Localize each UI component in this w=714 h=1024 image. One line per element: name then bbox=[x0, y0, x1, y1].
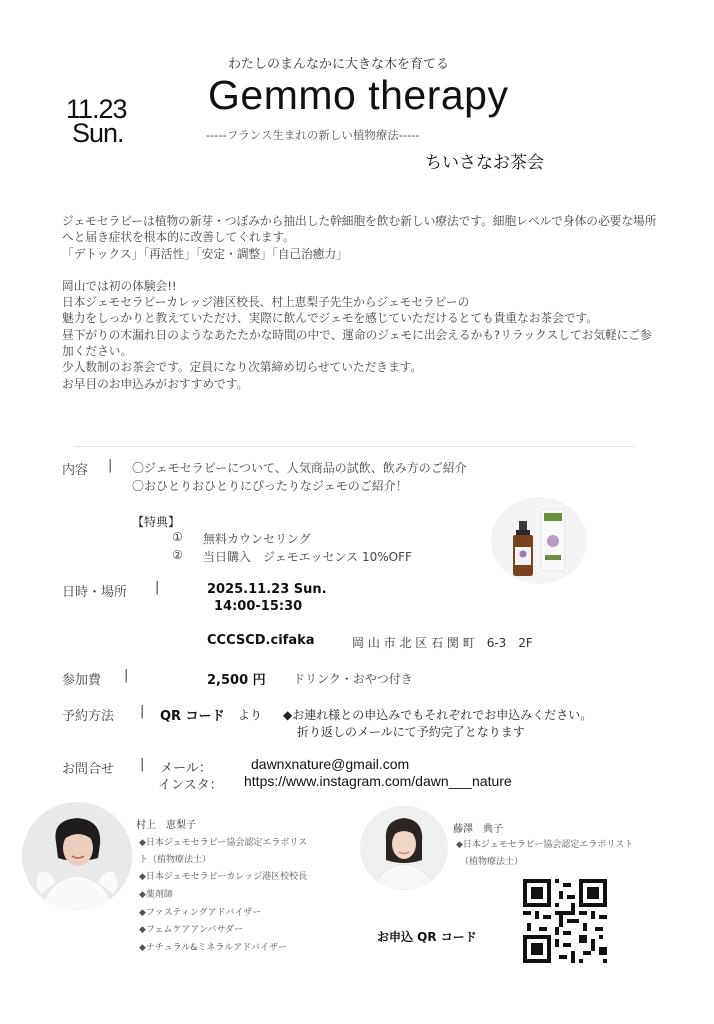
profile-1-item: ◆フェムケアアンバサダー bbox=[139, 925, 244, 935]
mail-label: メール： bbox=[160, 761, 212, 776]
subtitle: -----フランス生まれの新しい植物療法----- bbox=[206, 128, 420, 142]
event-date-weekday: Sun. bbox=[72, 118, 124, 148]
contact-bar: | bbox=[140, 757, 145, 772]
content-item-1: 〇ジェモセラピーについて、人気商品の試飲、飲み方のご紹介 bbox=[132, 461, 467, 475]
tagline: わたしのまんなかに大きな木を育てる bbox=[228, 57, 450, 72]
event-name: ちいさなお茶会 bbox=[425, 153, 544, 173]
content-label: 内容 bbox=[62, 463, 89, 478]
datetime-label: 日時・場所 bbox=[62, 585, 128, 600]
reserve-note-1: ◆お連れ様との申込みでもそれぞれでお申込みください。 bbox=[283, 708, 593, 722]
profile-1-item: ト（植物療法士） bbox=[139, 855, 212, 865]
perk-2-number: ② bbox=[172, 548, 183, 562]
qr-code-icon[interactable] bbox=[523, 879, 607, 963]
avatar-fujisawa bbox=[360, 806, 448, 890]
instagram-label: インスタ： bbox=[158, 778, 223, 793]
instagram-link[interactable]: https://www.instagram.com/dawn___nature bbox=[244, 773, 512, 789]
perk-1: 無料カウンセリング bbox=[203, 532, 311, 546]
intro-p4: 魅力をしっかりと教えていただけ、実際に飲んでジェモを感じていただけるとても貴重なお茶会です。 bbox=[62, 311, 598, 326]
profile-2-item: （植物療法士） bbox=[460, 857, 524, 867]
intro-p5: 昼下がりの木漏れ日のようなあたたかな時間の中で、運命のジェモに出会えるかも?リラックスしてお気軽にご参加ください。 bbox=[62, 327, 652, 359]
page-title: Gemmo therapy bbox=[208, 72, 509, 118]
event-date-day: 11.23 bbox=[66, 94, 127, 124]
intro-text bbox=[62, 213, 657, 392]
reserve-label: 予約方法 bbox=[62, 709, 115, 724]
profile-1-item: ◆薬剤師 bbox=[139, 890, 173, 900]
product-image bbox=[491, 497, 587, 584]
fee-amount: 2,500 円 bbox=[207, 673, 266, 688]
content-item-2: 〇おひとりおひとりにぴったりなジェモのご紹介！ bbox=[132, 479, 408, 493]
intro-p7: お早目のお申込みがおすすめです。 bbox=[62, 376, 249, 391]
fee-bar: | bbox=[124, 668, 129, 683]
divider bbox=[74, 446, 634, 447]
reserve-qr: QR コード bbox=[160, 709, 225, 724]
profile-1-name: 村上 恵梨子 bbox=[136, 820, 196, 831]
avatar-murakami bbox=[22, 802, 132, 910]
perk-2: 当日購入 ジェモエッセンス 10%OFF bbox=[203, 550, 412, 564]
contact-email[interactable]: dawnxnature@gmail.com bbox=[251, 756, 410, 772]
datetime-bar: | bbox=[155, 580, 160, 595]
intro-p1: ジェモセラピーは植物の新芽・つぼみから抽出した幹細胞を飲む新しい療法です。細胞レベルで身体の必要な場所へと届き症状を根本的に改善してくれます。 bbox=[62, 214, 657, 245]
profile-2-item: ◆日本ジェモセラピー協会認定エラボリスト bbox=[456, 840, 634, 850]
reserve-yori: より bbox=[238, 708, 263, 722]
profile-1-item: ◆日本ジェモセラピー協会認定エラボリス bbox=[139, 838, 308, 848]
perks-label: 【特典】 bbox=[132, 515, 181, 529]
profile-1-item: ◆ナチュラル&ミネラルアドバイザー bbox=[139, 943, 287, 953]
venue-address: 岡 山 市 北 区 石 関 町 6-3 2F bbox=[352, 636, 533, 650]
fee-label: 参加費 bbox=[62, 673, 102, 688]
intro-p1b: 「デトックス」「再活性」「安定・調整」「自己治癒力」 bbox=[62, 246, 348, 261]
contact-label: お問合せ bbox=[62, 762, 115, 777]
event-time: 14:00-15:30 bbox=[214, 599, 303, 614]
reserve-note-2: 折り返しのメールにて予約完了となります bbox=[297, 725, 525, 739]
profile-2-name: 藤澤 典子 bbox=[453, 824, 503, 835]
event-date: 2025.11.23 Sun. bbox=[207, 582, 327, 597]
perk-1-number: ① bbox=[172, 530, 183, 544]
intro-p6: 少人数制のお茶会です。定員になり次第締め切らせていただきます。 bbox=[62, 360, 423, 375]
profile-1-item: ◆ファスティングアドバイザー bbox=[139, 908, 262, 918]
profile-1-item: ◆日本ジェモセラピーカレッジ港区校校長 bbox=[139, 872, 308, 882]
intro-p3: 日本ジェモセラピーカレッジ港区校長、村上恵梨子先生からジェモセラピーの bbox=[62, 295, 470, 310]
content-bar: | bbox=[108, 458, 113, 473]
reserve-bar: | bbox=[140, 704, 145, 719]
fee-note: ドリンク・おやつ付き bbox=[293, 672, 413, 686]
intro-p2: 岡山では初の体験会!! bbox=[62, 278, 177, 293]
qr-label: お申込 QR コード bbox=[377, 930, 477, 944]
venue-name: CCCSCD.cifaka bbox=[207, 633, 315, 648]
